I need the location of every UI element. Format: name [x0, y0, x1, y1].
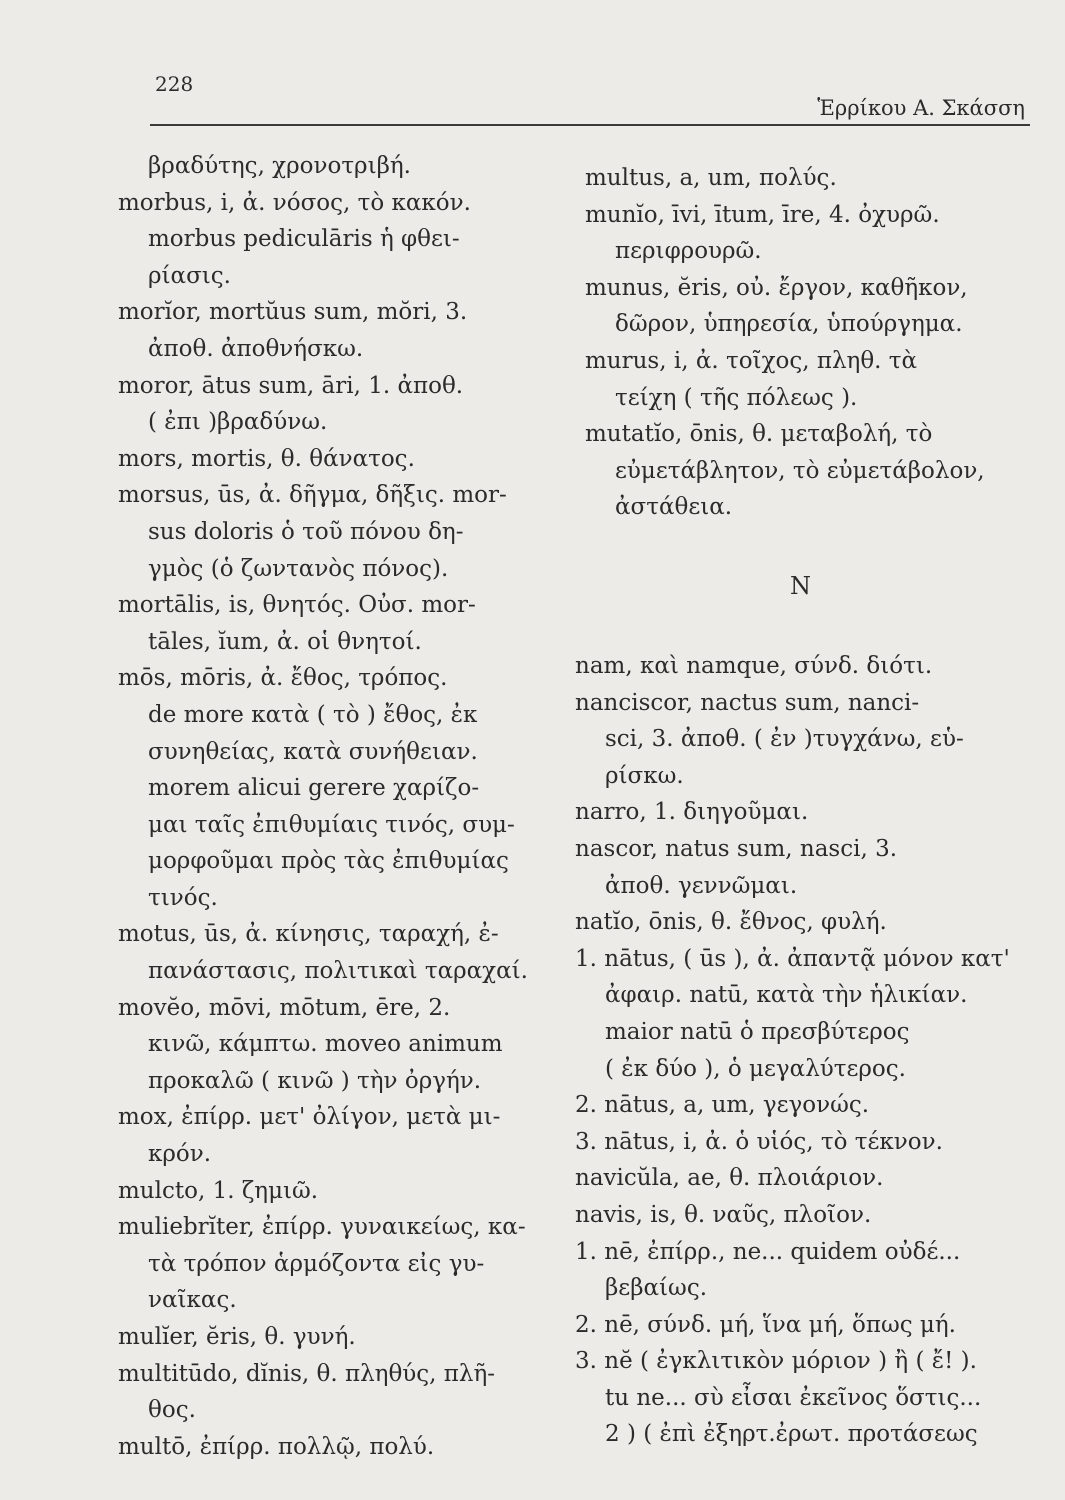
right-column-bottom	[575, 648, 1015, 1453]
entry-line: mortālis, is, θνητός. Οὐσ. mor-	[118, 592, 476, 619]
entry-continuation-line: τείχη ( τῆς πόλεως ).	[615, 384, 858, 411]
entry-continuation-line: γμὸς (ὁ ζωντανὸς πόνος).	[148, 555, 449, 582]
entry-line: moror, ātus sum, āri, 1. ἀποθ.	[118, 372, 464, 399]
entry-continuation-line: ( ἐκ δύο ), ὁ μεγαλύτερος.	[605, 1055, 906, 1082]
entry-continuation-line: morem alicui gerere χαρίζο-	[148, 775, 480, 802]
entry-continuation-line: μορφοῦμαι πρὸς τὰς ἐπιθυμίας	[148, 848, 509, 875]
entry-line: multō, ἐπίρρ. πολλῷ, πολύ.	[118, 1433, 435, 1460]
entry-continuation-line: maior natū ὁ πρεσβύτερος	[605, 1018, 910, 1045]
entry-continuation-line: θος.	[148, 1397, 196, 1424]
header-rule	[150, 124, 1030, 126]
entry-continuation-line: βραδύτης, χρονοτριβή.	[148, 153, 411, 179]
entry-continuation-line: ρίασις.	[148, 262, 231, 289]
entry-line: mulcto, 1. ζημιῶ.	[118, 1177, 319, 1204]
entry-line: muliebrĭter, ἐπίρρ. γυναικείως, κα-	[118, 1214, 526, 1241]
entry-line: navis, is, θ. ναῦς, πλοῖον.	[575, 1201, 872, 1228]
entry-continuation-line: πανάστασις, πολιτικαὶ ταραχαί.	[148, 958, 528, 985]
left-column	[118, 148, 568, 1465]
running-head: Ἑρρίκου Α. Σκάσση	[817, 96, 1025, 120]
entry-continuation-line: 2 ) ( ἐπὶ ἐξηρτ.ἐρωτ. προτάσεως	[605, 1421, 978, 1448]
entry-line: natĭo, ōnis, θ. ἔθνος, φυλή.	[575, 909, 887, 936]
entry-continuation-line: ἀποθ. γεννῶμαι.	[605, 872, 798, 899]
entry-continuation-line: ἀφαιρ. natū, κατὰ τὴν ἡλικίαν.	[605, 982, 968, 1009]
entry-continuation-line: ρίσκω.	[605, 762, 684, 789]
entry-continuation-line: συνηθείας, κατὰ συνήθειαν.	[148, 738, 478, 765]
entry-continuation-line: sus doloris ὁ τοῦ πόνου δη-	[148, 518, 464, 545]
entry-line: mox, ἐπίρρ. μετ' ὀλίγον, μετὰ μι-	[118, 1104, 501, 1131]
entry-line: navicŭla, ae, θ. πλοιάριον.	[575, 1165, 884, 1192]
entry-line: mōs, mōris, ἀ. ἔθος, τρόπος.	[118, 665, 448, 692]
entry-line: mulĭer, ĕris, θ. γυνή.	[118, 1324, 356, 1350]
entry-continuation-line: sci, 3. ἀποθ. ( ἐν )τυγχάνω, εὑ-	[605, 726, 964, 753]
entry-continuation-line: ἀστάθεια.	[615, 494, 733, 521]
right-column-top	[585, 160, 1015, 526]
entry-line: 1. nē, ἐπίρρ., ne... quidem οὐδέ...	[575, 1238, 961, 1265]
section-letter: N	[790, 572, 811, 600]
entry-continuation-line: περιφρουρῶ.	[615, 238, 762, 265]
entry-line: mors, mortis, θ. θάνατος.	[118, 445, 415, 472]
entry-continuation-line: προκαλῶ ( κινῶ ) τὴν ὀργήν.	[148, 1067, 482, 1094]
entry-line: 2. nātus, a, um, γεγονώς.	[575, 1092, 870, 1119]
entry-line: movĕo, mōvi, mōtum, ēre, 2.	[118, 994, 451, 1021]
entry-continuation-line: tāles, ĭum, ἀ. οἱ θνητοί.	[148, 628, 422, 655]
entry-line: 3. nĕ ( ἐγκλιτικὸν μόριον ) ἢ ( ἔ! ).	[575, 1348, 977, 1375]
entry-line: 2. nē, σύνδ. μή, ἵνα μή, ὅπως μή.	[575, 1311, 956, 1338]
entry-line: morbus, i, ἀ. νόσος, τὸ κακόν.	[118, 189, 471, 216]
entry-continuation-line: εὐμετάβλητον, τὸ εὐμετάβολον,	[615, 457, 985, 484]
entry-line: munus, ĕris, οὐ. ἔργον, καθῆκον,	[585, 274, 968, 301]
entry-continuation-line: κρόν.	[148, 1141, 212, 1168]
entry-continuation-line: tu ne... σὺ εἶσαι ἐκεῖνος ὅστις...	[605, 1384, 982, 1411]
entry-line: nanciscor, nactus sum, nanci-	[575, 689, 920, 716]
entry-continuation-line: βεβαίως.	[605, 1275, 708, 1302]
entry-line: narro, 1. διηγοῦμαι.	[575, 799, 809, 826]
entry-line: 3. nātus, i, ἀ. ὁ υἱός, τὸ τέκνον.	[575, 1128, 943, 1155]
page-number: 228	[155, 72, 194, 96]
entry-line: munĭo, īvi, ītum, īre, 4. ὀχυρῶ.	[585, 201, 940, 228]
entry-line: murus, i, ἀ. τοῖχος, πληθ. τὰ	[585, 347, 918, 374]
entry-line: morĭor, mortŭus sum, mŏri, 3.	[118, 299, 468, 326]
entry-line: nam, καὶ namque, σύνδ. διότι.	[575, 653, 933, 679]
entry-continuation-line: morbus pediculāris ἡ φθει-	[148, 226, 460, 253]
entry-continuation-line: τινός.	[148, 884, 218, 911]
entry-continuation-line: de more κατὰ ( τὸ ) ἔθος, ἐκ	[148, 701, 478, 728]
entry-continuation-line: κινῶ, κάμπτω. moveo animum	[148, 1031, 503, 1058]
entry-line: mutatĭo, ōnis, θ. μεταβολή, τὸ	[585, 421, 933, 448]
entry-line: nascor, natus sum, nasci, 3.	[575, 835, 898, 862]
entry-line: morsus, ūs, ἀ. δῆγμα, δῆξις. mor-	[118, 482, 507, 509]
entry-continuation-line: τὰ τρόπον ἁρμόζοντα εἰς γυ-	[148, 1250, 485, 1277]
entry-line: multitūdo, dĭnis, θ. πληθύς, πλῆ-	[118, 1360, 496, 1387]
entry-continuation-line: ἀποθ. ἀποθνήσκω.	[148, 335, 364, 362]
entry-line: multus, a, um, πολύς.	[585, 165, 837, 191]
entry-continuation-line: μαι ταῖς ἐπιθυμίαις τινός, συμ-	[148, 811, 515, 838]
entry-continuation-line: ( ἐπι )βραδύνω.	[148, 409, 328, 436]
entry-line: motus, ūs, ἀ. κίνησις, ταραχή, ἐ-	[118, 921, 499, 948]
entry-line: 1. nātus, ( ūs ), ἀ. ἀπαντᾷ μόνον κατ'	[575, 945, 1010, 972]
entry-continuation-line: ναῖκας.	[148, 1287, 237, 1314]
entry-continuation-line: δῶρον, ὑπηρεσία, ὑπούργημα.	[615, 311, 963, 338]
